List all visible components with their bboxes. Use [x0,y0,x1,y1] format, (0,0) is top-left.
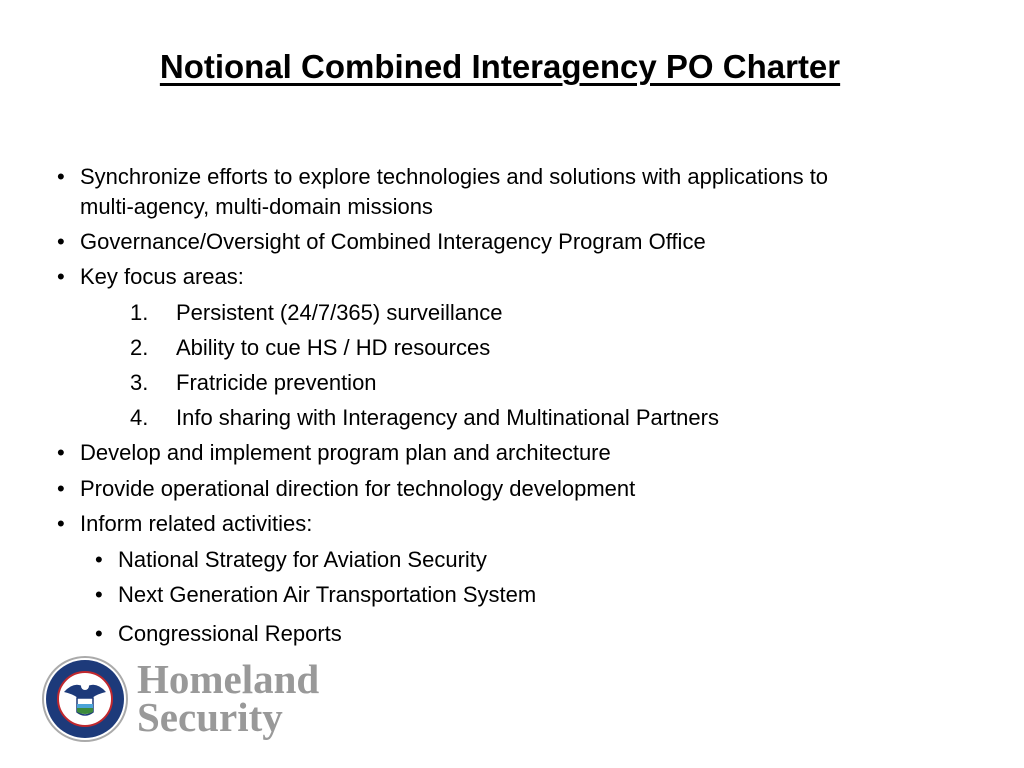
focus-item: Ability to cue HS / HD resources [176,335,491,360]
bullet-marker: • [95,582,103,607]
bullet-marker: • [57,164,65,189]
page-title: Notional Combined Interagency PO Charter [159,48,841,85]
list-number: 1. [130,300,149,325]
focus-item: Fratricide prevention [176,370,377,395]
bullet-marker: • [95,547,103,572]
dhs-seal-icon [42,656,128,742]
related-item: Congressional Reports [118,621,342,646]
bullet-text: Governance/Oversight of Combined Interagency Program Office [80,229,706,254]
list-number: 2. [130,335,149,360]
bullet-marker: • [57,229,65,254]
focus-item: Info sharing with Interagency and Multinational Partners [176,405,719,430]
bullet-marker: • [57,476,65,501]
related-item: National Strategy for Aviation Security [118,547,487,572]
bullet-text: Synchronize efforts to explore technologies and solutions with applications to [80,164,829,189]
bullet-text: Key focus areas: [80,264,244,289]
bullet-text: multi-agency, multi-domain missions [80,194,433,219]
bullet-marker: • [57,511,65,536]
focus-item: Persistent (24/7/365) surveillance [176,300,503,325]
bullet-marker: • [57,440,65,465]
bullet-text: Provide operational direction for technology development [80,476,636,501]
homeland-security-wordmark [137,656,320,740]
list-number: 3. [130,370,149,395]
bullet-marker: • [57,264,65,289]
related-item: Next Generation Air Transportation System [118,582,537,607]
wordmark-line1: Homeland [137,656,320,702]
bullet-text: Develop and implement program plan and architecture [80,440,611,465]
list-number: 4. [130,405,149,430]
wordmark-line2: Security [137,694,283,740]
bullet-marker: • [95,621,103,646]
bullet-text: Inform related activities: [80,511,313,536]
